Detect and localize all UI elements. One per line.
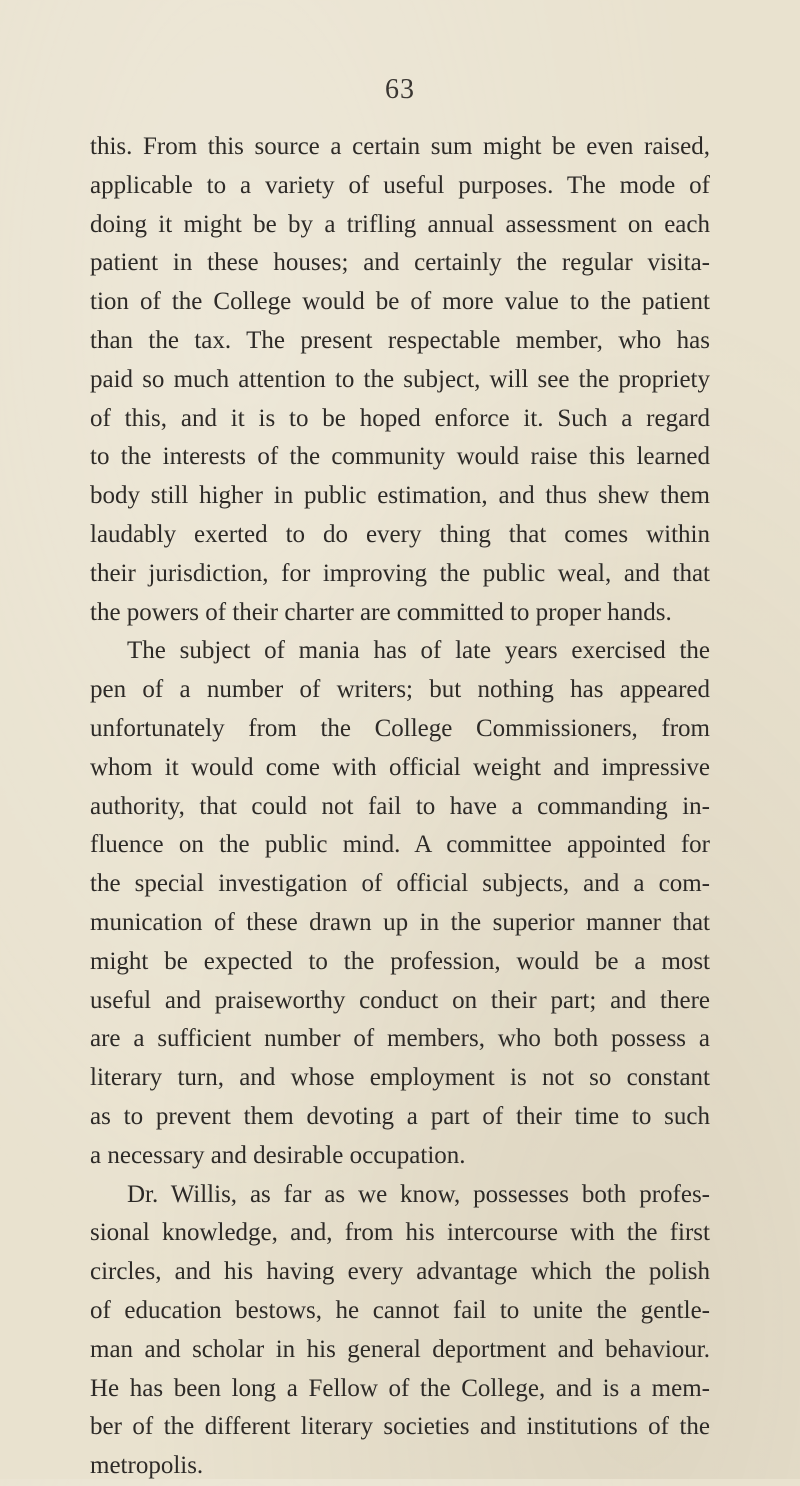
text-line: paid so much attention to the subject, will see the propriety	[90, 365, 710, 393]
text-line: of education bestows, he cannot fail to unite the gentle-	[90, 1296, 710, 1324]
text-line: applicable to a variety of useful purposes. The mode of	[90, 171, 710, 199]
text-line: literary turn, and whose employment is not so constant	[90, 1064, 710, 1092]
body-text	[90, 128, 710, 1486]
paragraph-start-line: The subject of mania has of late years exercised the	[127, 637, 710, 665]
text-line: might be expected to the profession, would be a most	[90, 947, 710, 975]
text-line: unfortunately from the College Commissioners, from	[90, 714, 710, 742]
text-line: ber of the different literary societies and institutions of the	[90, 1413, 710, 1441]
text-line: their jurisdiction, for improving the public weal, and that	[90, 559, 710, 587]
text-line: munication of these drawn up in the superior manner that	[90, 908, 710, 936]
text-line: fluence on the public mind. A committee appointed for	[90, 831, 710, 859]
text-line: pen of a number of writers; but nothing has appeared	[90, 676, 710, 704]
paragraph-start-line: Dr. Willis, as far as we know, possesses both profes-	[127, 1180, 710, 1208]
text-line: whom it would come with official weight and impressive	[90, 753, 710, 781]
text-line: laudably exerted to do every thing that comes within	[90, 520, 710, 548]
text-line: patient in these houses; and certainly the regular visita-	[90, 249, 710, 277]
text-line: the special investigation of official subjects, and a com-	[90, 870, 710, 898]
text-line: body still higher in public estimation, and thus shew them	[90, 482, 710, 510]
text-line: doing it might be by a trifling annual assessment on each	[90, 210, 710, 238]
text-line: than the tax. The present respectable member, who has	[90, 326, 710, 354]
text-line: circles, and his having every advantage which the polish	[90, 1258, 710, 1286]
text-line: as to prevent them devoting a part of their time to such	[90, 1102, 710, 1130]
text-line: are a sufficient number of members, who both possess a	[90, 1025, 710, 1053]
text-line: tion of the College would be of more value to the patient	[90, 288, 710, 316]
page-number: 63	[385, 74, 415, 105]
text-line: of this, and it is to be hoped enforce it. Such a regard	[90, 404, 710, 432]
text-line: authority, that could not fail to have a commanding in-	[90, 792, 710, 820]
text-line: this. From this source a certain sum might be even raised,	[90, 133, 710, 160]
text-line: sional knowledge, and, from his intercourse with the first	[90, 1219, 710, 1247]
text-line: man and scholar in his general deportment and behaviour.	[90, 1335, 710, 1363]
text-line: a necessary and desirable occupation.	[90, 1141, 466, 1169]
text-line: He has been long a Fellow of the College, and is a mem-	[90, 1374, 710, 1402]
text-line: the powers of their charter are committed to proper hands.	[90, 598, 672, 626]
text-line: to the interests of the community would raise this learned	[90, 443, 710, 471]
text-line: useful and praiseworthy conduct on their part; and there	[90, 986, 710, 1014]
text-line: metropolis.	[90, 1452, 204, 1480]
